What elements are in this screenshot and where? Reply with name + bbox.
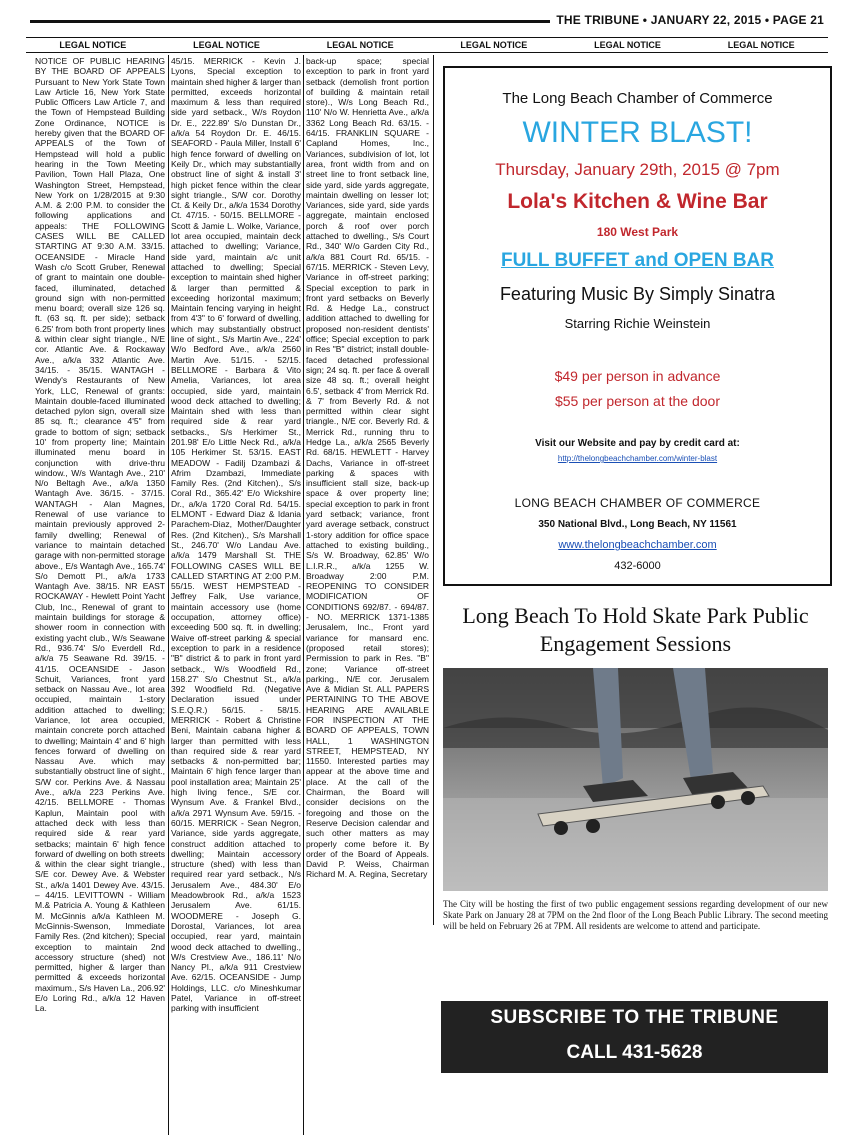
- ad-price-advance: $49 per person in advance: [554, 368, 721, 384]
- header-rule: [30, 20, 550, 23]
- ad-visit-text: Visit our Website and pay by credit card at:: [535, 438, 740, 449]
- legal-notice-label: LEGAL NOTICE: [193, 40, 260, 50]
- legal-notice-column-2: [171, 56, 301, 1136]
- column-divider: [433, 55, 434, 925]
- masthead: THE TRIBUNE • JANUARY 22, 2015 • PAGE 21: [556, 13, 824, 27]
- subscribe-line: SUBSCRIBE TO THE TRIBUNE: [490, 1007, 779, 1028]
- legal-notice-label: LEGAL NOTICE: [594, 40, 661, 50]
- ad-visit-link[interactable]: http://thelongbeachchamber.com/winter-blast: [557, 454, 718, 463]
- ad-headline: WINTER BLAST!: [522, 116, 753, 149]
- ad-venue: Lola's Kitchen & Wine Bar: [507, 190, 768, 213]
- ad-price-door: $55 per person at the door: [554, 393, 720, 409]
- ad-org-address: 350 National Blvd., Long Beach, NY 11561: [538, 519, 737, 530]
- legal-notice-label: LEGAL NOTICE: [727, 40, 795, 50]
- legal-notice-column-3: [306, 56, 429, 916]
- column-divider: [303, 55, 304, 1135]
- article-caption: The City will be hosting the first of two public engagement sessions regarding development of our new Skate Park on January 28 at 7PM on the 2nd floor of the Long Beach Public Library. The second meeting will be held on February 26 at 7PM. All residents are welcome to attend and participate.: [443, 899, 828, 931]
- article-headline: Long Beach To Hold Skate Park Public Engagement Sessions: [462, 603, 809, 656]
- legal-notice-text: 45/15. MERRICK - Kevin J. Lyons, Special exception to maintain shed higher & larger than permitted, exceeds horizontal maximum & less than required side yard setback., W/s Roydon Dr. E., 222.89' S/o Dunstan Dr., a/k/a 54 Roydon Dr. E. 46/15. SEAFORD - Paula Miller, Install 6' high fence forward of dwelling on Keily Dr., which may substantially obstruct line of sight & install 3' high picket fence within the clear sight triangle., S/W cor. Dorothy Ct. & Keily Dr., a/k/a 1534 Dorothy Ct. 47/15. - 50/15. BELLMORE - Scott & Jamie L. Wolke, Variance, lot area occupied, maintain deck attached to dwelling; Variance, side yard, maintain a/c unit attached to dwelling; Special exception to maintain shed higher & larger than permitted & exceeding horizontal maximum; Maintain fencing varying in height from 4'3" to 6' forward of dwelling, which may substantially obstruct line of sight., S/s Martin Ave., 224' W/o Bedford Ave., a/k/a 2560 Martin Ave. 51/15. - 52/15. BELLMORE - Barbara & Vito Amelia, Variances, lot area occupied, side yard, maintain wood deck attached to dwelling; Maintain shed with less than required side & rear yard setbacks., S/s Herkimer St., 201.98' E/o Little Neck Rd., a/k/a 105 Herkimer St. 53/15. EAST MEADOW - Fadilj Dzambazi & Afrim Dzambazi, Immediate Family Res. (2nd Kitchen)., S/s Coral Rd., 365.42' E/o Wickshire Dr., a/k/a 1720 Coral Rd. 54/15. ELMONT - Edward Diaz & Idania Parachem-Diaz, Mother/Daughter Res. (2nd Kitchen)., S/s Marshall St., 246.70' W/o Landau Ave. a/k/a 1479 Marshall St. THE FOLLOWING CASES WILL BE CALLED STARTING AT 2:00 P.M. 55/15. WEST HEMPSTEAD - Jeffrey Falk, Use variance, maintain accessory use (home occupation, attorney office) exceeding 500 sq. ft. in dwelling; Waive off-street parking & special exception to park in a residence "B" district & to park in front yard setback., W/s Woodfield Rd., 158.27' S/o Chestnut St., a/k/a 392 Woodfield Rd. (Negative Declaration issued under S.E.Q.R.) 56/15. - 58/15. MERRICK - Robert & Christine Beni, Maintain cabana higher & larger than permitted with less than required side & rear yard setbacks & non-permitted bar; Maintain 6' high fence larger than pool installation area; Maintain 25' high living fence., S/E cor. Wynsum Ave. & Frankel Blvd., a/k/a 2971 Wynsum Ave. 59/15. - 60/15. MERRICK - Sean Negron, Variance, side yards aggregate, construct addition attached to dwelling; Maintain accessory structure (shed) with less than required rear yard setback., N/s Jerusalem Ave., 484.30' E/o Meadowbrook Rd., a/k/a 1523 Jerusalem Ave. 61/15. WOODMERE - Joseph G. Dorostal, Variances, lot area occupied, rear yard, maintain wood deck attached to dwelling., W/s Crestview Ave., 186.11' N/o Nancy Pl., a/k/a 911 Crestview Ave. 62/15. OCEANSIDE - Jump Holdings, LLC. c/o Mineshkumar Patel, Variance in off-street parking with insufficient: [171, 56, 301, 1014]
- subscribe-phone: CALL 431-5628: [566, 1042, 703, 1063]
- winter-blast-ad: [443, 66, 832, 586]
- legal-notice-text: back-up space; special exception to park in front yard setback (demolish front portion of building & maintain retail store)., W/s Long Beach Rd., 110' N/o W. Henrietta Ave., a/k/a 3362 Long Beach Rd. 63/15. - 64/15. FRANKLIN SQUARE - Capland Homes, Inc., Variances, subdivision of lot, lot area, front width from and on street line to front setback line, side yard, side yards aggregate, maintain dwelling on lesser lot; Variances, side yard, side yards aggregate, maintain enclosed porch & roof over porch attached to dwelling., S/s Court Rd., 340' W/o Garden City Rd., a/k/a 881 Court Rd. 65/15. - 67/15. MERRICK - Steven Levy, Variance in off-street parking; Special exception to park in front yard setbacks on Beverly Rd. & Hedge La., construct addition attached to dwelling for proposed non-resident dentists' office; Special exception to park in Res "B" district; install double-faced detached professional sign; 24 sq. ft. per face & overall size 48 sq. ft.; overall height 6.5', setback 4' from Merrick Rd. & 7' from Beverly Rd. & not permitted within clear sight triangle., N/E cor. Beverly Rd. & Merrick Rd., running thru to Hedge La., a/k/a 2565 Beverly Rd. 68/15. HEWLETT - Harvey Dachs, Variance in off-street parking & spaces with insufficient stall size, back-up space & over property line; special exception to park in front yard setback; variance, front yard average setback, construct 1-story addition for office space attached to existing building., S/s W. Broadway, 62.85' W/o L.I.R.R., a/k/a 1255 W. Broadway 2:00 P.M. REOPENING TO CONSIDER MODIFICATION OF CONDITIONS 692/87. - 694/87. - NO. MERRICK 1371-1385 Jerusalem, Inc., Front yard variance for mansard enc. (proposed retail stores); Permission to park in Res. "B" zone; Variance off-street parking., N/E cor. Jerusalem Ave & Midian St. ALL PAPERS PERTAINING TO THE ABOVE HEARING ARE AVAILABLE FOR INSPECTION AT THE BOARD OF APPEALS, TOWN HALL, 1 WASHINGTON STREET, HEMPSTEAD, NY 11550. Interested parties may appear at the above time and place. At the call of the Chairman, the Board will consider decisions on the foregoing and those on the Reserve Decision calendar and such other matters as may properly come before it. By order of the Board of Appeals. David P. Weiss, Chairman Richard M. A. Regina, Secretary: [306, 56, 429, 880]
- legal-notice-bar: [26, 37, 828, 53]
- legal-notice-label: LEGAL NOTICE: [460, 40, 528, 50]
- ad-chamber-name: The Long Beach Chamber of Commerce: [502, 90, 773, 107]
- ad-org-link[interactable]: www.thelongbeachchamber.com: [558, 539, 717, 551]
- legal-notice-text: NOTICE OF PUBLIC HEARING BY THE BOARD OF APPEALS Pursuant to New York State Town Law Article 16, New York State Public Officers Law Article 7, and the Town of Hempstead Building Zone Ordinance, NOTICE is hereby given that the BOARD OF APPEALS of the Town of Hempstead will hold a public hearing in the Town Meeting Pavilion, Town Hall Plaza, One Washington Street, Hempstead, New York on 1/28/2015 at 9:30 A.M. & 2:00 P.M. to consider the following applications and appeals: THE FOLLOWING CASES WILL BE CALLED STARTING AT 9:30 A.M. 33/15. OCEANSIDE - Miracle Hand Wash c/o Scott Gruber, Renewal of grant to maintain one double-faced, illuminated, detached ground sign with non-permitted menu board; overall size 126 sq. ft. (63 sq. ft. per side); setback 6.25' from both front property lines & within clear sight triangle., N/E cor. Atlantic Ave. & Rockaway Ave., a/k/a 332 Atlantic Ave. 34/15. - 35/15. WANTAGH - Wendy's Restaurants of New York, LLC, Renewal of grants: Maintain double-faced illuminated detached pylon sign, overall size 85 sq. ft.; clearance 4'5" from grade to bottom of sign; setback 10' from property line; Maintain illuminated menu board in conjunction with drive-thru window., W/s Wantagh Ave., 210' N/o Beltagh Ave., a/k/a 1350 Wantagh Ave. 36/15. - 37/15. WANTAGH - Alan Magnes, Renewal of use variance to maintain previously approved 2-family dwelling; Renewal of variance to maintain detached garage with non-permitted storage above., E/s Wantagh Ave., 165.74' S/o Demott Pl., a/k/a 1733 Wantagh Ave. 38/15. NR EAST ROCKAWAY - Hewlett Point Yacht Club, Inc., Renewal of grant to maintain buildings for storage & shower room in connection with existing yacht club., W/s Seawane Rd., 936.74' S/o Everdell Rd., a/k/a 75 Seawane Rd. 39/15. - 41/15. OCEANSIDE - Jason Schuit, Variances, front yard setback on Nassau Ave., lot area occupied, maintain 1-story addition attached to dwelling; Variance, lot area occupied, maintain concrete porch attached to dwelling; Maintain 4' and 6' high fences forward of dwelling on Nassau Ave. which may substantially obstruct line of sight., S/W cor. Perkins Ave. & Nassau Ave., a/k/a 223 Perkins Ave. 42/15. BELLMORE - Thomas Kaplun, Maintain pool with attached deck with less than required side & rear yard setbacks; maintain 6' high fence forward of dwelling on both streets & within the clear sight triangle., S/E cor. Dewey Ave. & Webster St., a/k/a 1401 Dewey Ave. 43/15. – 44/15. LEVITTOWN - William M.& Patricia A. Young & Kathleen M. McGinnis a/k/a Kathleen M. McGinnis-Swenson, Immediate Family Res. (2nd kitchen); Special exception to maintain 2nd accessory structure (shed) not permitted, higher & larger than permitted & exceeds horizontal maximum., S/s Haven La., 206.92' E/o Loring Rd., a/k/a 12 Haven La.: [35, 56, 165, 1014]
- skateboard-photo: [443, 668, 828, 891]
- ad-venue-address: 180 West Park: [596, 225, 679, 239]
- subscribe-banner: [441, 1001, 828, 1073]
- column-divider: [168, 55, 169, 1135]
- ad-date: Thursday, January 29th, 2015 @ 7pm: [495, 160, 780, 179]
- ad-starring: Starring Richie Weinstein: [564, 316, 711, 331]
- ad-phone: 432-6000: [614, 560, 661, 572]
- legal-notice-label: LEGAL NOTICE: [59, 40, 127, 50]
- ad-buffet: FULL BUFFET and OPEN BAR: [500, 250, 775, 271]
- ad-org-name: LONG BEACH CHAMBER OF COMMERCE: [514, 496, 761, 510]
- ad-music: Featuring Music By Simply Sinatra: [499, 284, 776, 304]
- legal-notice-column-1: [35, 56, 165, 1136]
- legal-notice-label: LEGAL NOTICE: [326, 40, 394, 50]
